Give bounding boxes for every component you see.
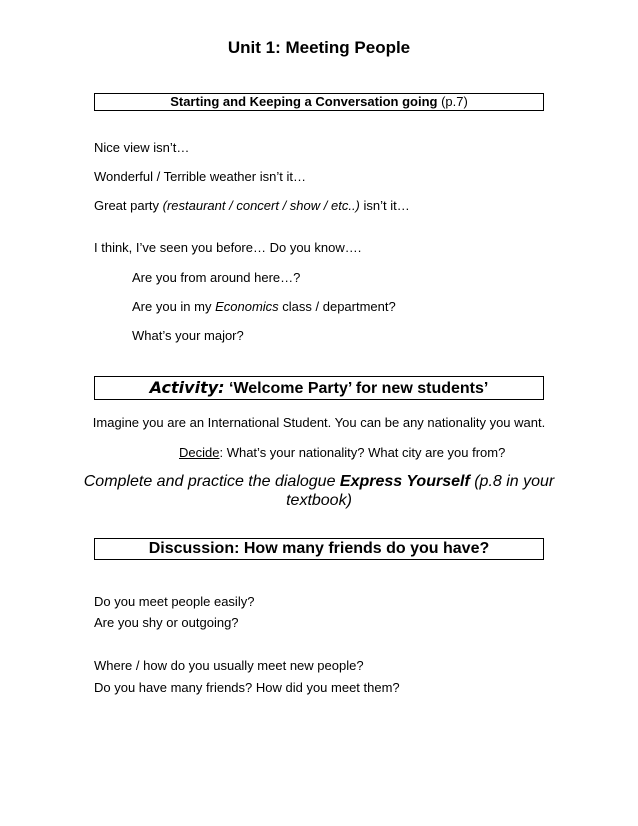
class-pre: Are you in my [132,299,216,314]
party-post: isn’t it… [359,198,410,213]
activity-title: ‘Welcome Party’ for new students’ [224,380,489,397]
question-line-class [132,299,396,314]
party-pre: Great party [94,198,163,213]
dialogue-name: Express Yourself [339,473,470,490]
question-line: Are you from around here…? [132,270,301,285]
phrase-line-party [94,198,410,213]
phrase-line: Wonderful / Terrible weather isn’t it… [94,169,306,184]
activity-instruction: Imagine you are an International Student. You can be any nationality you want. [92,415,546,430]
page-reference: (p.7) [437,94,468,109]
party-examples: (restaurant / concert / show / etc..) [162,198,360,213]
class-post: class / department? [278,299,396,314]
complete-instruction-line2: textbook) [286,492,352,509]
decide-label: Decide [179,445,220,460]
activity-label: Activity: [149,378,225,397]
complete-pre: Complete and practice the dialogue [83,473,340,490]
page-title: Unit 1: Meeting People [227,38,411,57]
complete-post: (p.8 in your [469,473,555,490]
activity-heading-box [94,376,544,400]
question-line: What’s your major? [132,328,244,343]
phrase-line: Nice view isn’t… [94,140,190,155]
class-subject: Economics [215,299,279,314]
section-heading-box [94,93,544,111]
discussion-heading: Discussion: How many friends do you have? [148,540,490,557]
decide-questions: : What’s your nationality? What city are you from? [219,445,506,460]
section-heading: Starting and Keeping a Conversation going [170,94,438,109]
complete-instruction [0,473,638,491]
decide-line [179,445,505,460]
discussion-question: Do you meet people easily? [94,594,255,609]
discussion-question: Do you have many friends? How did you meet them? [94,680,400,695]
discussion-question: Where / how do you usually meet new people? [94,658,364,673]
phrase-line: I think, I’ve seen you before… Do you know…. [94,240,362,255]
discussion-question: Are you shy or outgoing? [94,615,239,630]
discussion-heading-box [94,538,544,560]
